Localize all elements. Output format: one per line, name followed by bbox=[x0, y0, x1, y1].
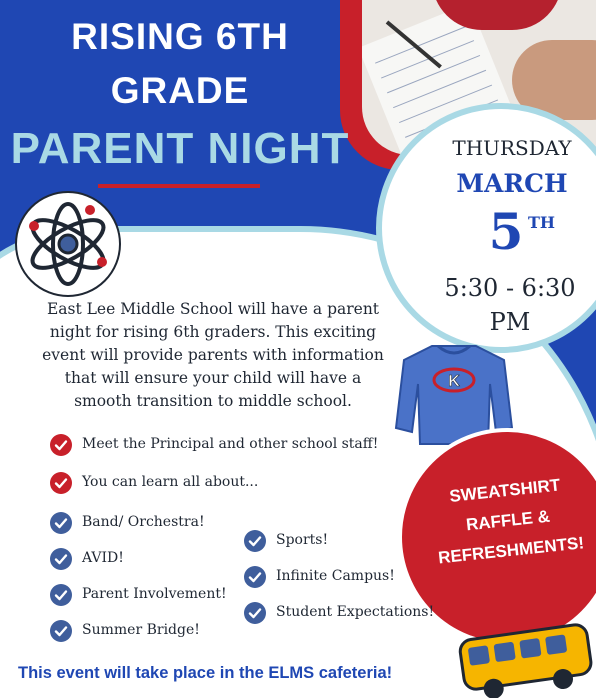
check-circle-icon bbox=[244, 530, 266, 552]
check-circle-icon bbox=[50, 512, 72, 534]
event-date-suffix: TH bbox=[528, 213, 556, 232]
highlight-item: You can learn all about... bbox=[82, 474, 259, 490]
check-circle-icon bbox=[244, 566, 266, 588]
title-line-3: PARENT NIGHT bbox=[10, 124, 350, 173]
raffle-line-1: SWEATSHIRT bbox=[448, 475, 562, 506]
school-bus-icon bbox=[456, 620, 596, 698]
check-circle-icon bbox=[50, 548, 72, 570]
title-line-1: RISING 6TH bbox=[71, 16, 289, 57]
intro-paragraph: East Lee Middle School will have a parent night for rising 6th graders. This exciting event will provide parents with information that will ensure your child will have a smooth transition to middle school. bbox=[42, 300, 384, 410]
check-circle-icon bbox=[50, 584, 72, 606]
atom-icon bbox=[14, 190, 122, 298]
topic-item: Student Expectations! bbox=[276, 604, 435, 620]
title-line-2: GRADE bbox=[110, 70, 250, 111]
svg-text:K: K bbox=[448, 373, 460, 390]
topic-item: Band/ Orchestra! bbox=[82, 514, 205, 530]
check-circle-icon bbox=[244, 602, 266, 624]
topic-item: Summer Bridge! bbox=[82, 622, 200, 638]
raffle-line-2: RAFFLE & bbox=[465, 506, 551, 535]
topic-item: Sports! bbox=[276, 532, 329, 548]
check-circle-icon bbox=[50, 620, 72, 642]
event-time-line-2: PM bbox=[489, 308, 531, 336]
check-circle-icon bbox=[50, 472, 72, 494]
title-underline bbox=[98, 184, 260, 188]
topic-item: AVID! bbox=[82, 550, 124, 566]
event-day: THURSDAY bbox=[452, 136, 572, 160]
topic-item: Infinite Campus! bbox=[276, 568, 395, 584]
event-date-number: 5 bbox=[488, 202, 524, 261]
highlight-item: Meet the Principal and other school staff! bbox=[82, 436, 379, 452]
topic-item: Parent Involvement! bbox=[82, 586, 227, 602]
footer-note: This event will take place in the ELMS cafeteria! bbox=[18, 664, 393, 682]
check-circle-icon bbox=[50, 434, 72, 456]
raffle-line-3: REFRESHMENTS! bbox=[437, 533, 585, 568]
event-time-line-1: 5:30 - 6:30 bbox=[444, 274, 576, 302]
event-month: MARCH bbox=[456, 169, 568, 198]
